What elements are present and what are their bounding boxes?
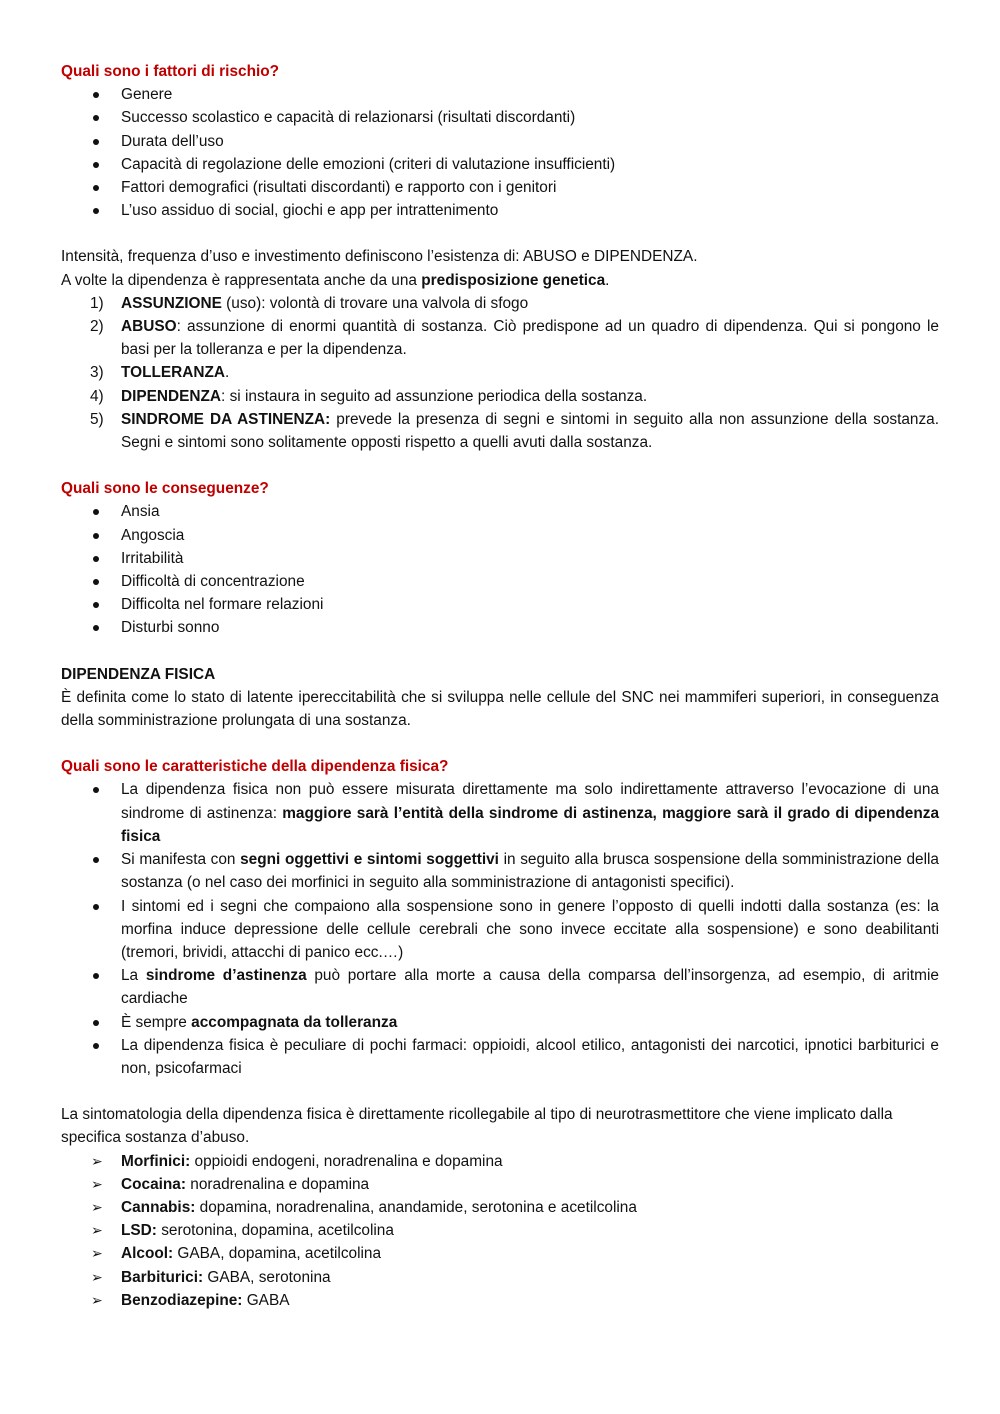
list-item xyxy=(61,1150,939,1173)
list-item: Difficoltà di concentrazione xyxy=(61,570,939,593)
list-item: Angoscia xyxy=(61,524,939,547)
bold-text: SINDROME DA ASTINENZA: xyxy=(121,410,331,428)
bold-text: Barbiturici: xyxy=(121,1268,204,1286)
text-span: La xyxy=(121,967,146,985)
bold-text: DIPENDENZA xyxy=(121,387,222,405)
list-item: Successo scolastico e capacità di relazionarsi (risultati discordanti) xyxy=(61,106,939,129)
text-span: GABA xyxy=(242,1291,290,1309)
list-item xyxy=(61,408,939,454)
list-item xyxy=(61,778,939,848)
text-span: noradrenalina e dopamina xyxy=(186,1175,370,1193)
list-item: Genere xyxy=(61,83,939,106)
bold-text: maggiore sarà l’entità della sindrome di astinenza, maggiore sarà il grado di dipendenza fisica xyxy=(121,804,940,845)
bold-text: Morfinici: xyxy=(121,1152,191,1170)
bold-text: Benzodiazepine: xyxy=(121,1291,243,1309)
text-span: GABA, serotonina xyxy=(203,1268,331,1286)
bold-text: segni oggettivi e sintomi soggettivi xyxy=(240,851,499,869)
list-number: 3) xyxy=(90,364,104,382)
bold-text: Alcool: xyxy=(121,1245,174,1263)
list-item xyxy=(61,361,939,384)
bold-text: TOLLERANZA xyxy=(121,364,226,382)
text-span: . xyxy=(225,364,230,382)
list-item xyxy=(61,1289,939,1312)
stages-list xyxy=(61,292,939,454)
list-item: Difficolta nel formare relazioni xyxy=(61,593,939,616)
bold-text: ABUSO xyxy=(121,318,177,336)
neurotransmitter-intro: La sintomatologia della dipendenza fisica è direttamente ricollegabile al tipo di neurotrasmettitore che viene implicato dalla specifica sostanza d’abuso. xyxy=(61,1106,893,1147)
list-item xyxy=(61,848,939,894)
list-item: Fattori demografici (risultati discordanti) e rapporto con i genitori xyxy=(61,176,939,199)
arrow-bullet-icon: ➢ xyxy=(91,1245,103,1262)
list-item xyxy=(61,292,939,315)
text-span: può portare alla morte a causa della comparsa dell’insorgenza, ad esempio, di aritmie cardiache xyxy=(121,967,939,1008)
list-item: Ansia xyxy=(61,500,939,523)
characteristics-list xyxy=(61,778,939,1080)
list-item: Irritabilità xyxy=(61,547,939,570)
list-item xyxy=(61,1196,939,1219)
text-span: . xyxy=(605,271,610,289)
bold-text: Cannabis: xyxy=(121,1198,196,1216)
physical-dependence-heading: DIPENDENZA FISICA xyxy=(61,665,216,683)
arrow-bullet-icon: ➢ xyxy=(91,1222,103,1239)
genetic-paragraph xyxy=(61,269,939,292)
abuse-intro-paragraph: Intensità, frequenza d’uso e investimento definiscono l’esistenza di: ABUSO e DIPENDENZA. xyxy=(61,248,698,266)
list-item xyxy=(61,1173,939,1196)
text-span: È sempre xyxy=(121,1013,192,1031)
list-item: I sintomi ed i segni che compaiono alla sospensione sono in genere l’opposto di quelli indotti dalla sostanza (es: la morfina induce depressione delle cellule cerebrali che sono invece eccitate alla sospensione) e sono deabilitanti (tremori, brividi, attacchi di panico ecc.…) xyxy=(61,895,939,965)
list-number: 1) xyxy=(90,294,104,312)
physical-dependence-definition: È definita come lo stato di latente ipereccitabilità che si sviluppa nelle cellule del SNC nei mammiferi superiori, in conseguenza della somministrazione prolungata di una sostanza. xyxy=(61,688,939,730)
text-span: La dipendenza fisica non può essere misurata direttamente ma solo indirettamente attraverso l’evocazione di una sindrome di astinenza: xyxy=(121,781,939,822)
text-span: dopamina, noradrenalina, anandamide, serotonina e acetilcolina xyxy=(195,1198,637,1216)
arrow-bullet-icon: ➢ xyxy=(91,1175,103,1192)
text-span: Si manifesta con xyxy=(121,851,241,869)
text-span: (uso): volontà di trovare una valvola di sfogo xyxy=(221,294,529,312)
list-item xyxy=(61,1266,939,1289)
arrow-bullet-icon: ➢ xyxy=(91,1291,103,1308)
risk-factors-heading: Quali sono i fattori di rischio? xyxy=(61,63,280,80)
bold-text: Cocaina: xyxy=(121,1175,186,1193)
bold-text: LSD: xyxy=(121,1222,157,1240)
list-item xyxy=(61,964,939,1010)
list-item: L’uso assiduo di social, giochi e app per intrattenimento xyxy=(61,199,939,222)
list-number: 4) xyxy=(90,387,104,405)
text-span: prevede la presenza di segni e sintomi in seguito alla non assunzione della sostanza. Segni e sintomi sono solitamente opposti rispetto a quelli avuti dalla sostanza. xyxy=(121,410,939,452)
bold-text: predisposizione genetica xyxy=(421,271,606,289)
list-item xyxy=(61,315,939,361)
document-page xyxy=(61,60,939,1312)
list-item xyxy=(61,1219,939,1242)
text-span: : si instaura in seguito ad assunzione periodica della sostanza. xyxy=(221,387,648,405)
arrow-bullet-icon: ➢ xyxy=(91,1152,103,1169)
list-item: Disturbi sonno xyxy=(61,616,939,639)
text-span: in seguito alla brusca sospensione della somministrazione della sostanza (o nel caso dei morfinici in seguito alla somministrazione di antagonisti specifici). xyxy=(121,851,939,892)
consequences-list xyxy=(61,500,939,639)
risk-factors-list xyxy=(61,83,939,222)
list-item xyxy=(61,1242,939,1265)
list-item xyxy=(61,1011,939,1034)
text-span: : assunzione di enormi quantità di sostanza. Ciò predispone ad un quadro di dipendenza. Qui si pongono le basi per la tolleranza e per la dipendenza. xyxy=(121,318,939,359)
consequences-heading: Quali sono le conseguenze? xyxy=(61,480,269,498)
list-item: Durata dell’uso xyxy=(61,130,939,153)
list-item: Capacità di regolazione delle emozioni (criteri di valutazione insufficienti) xyxy=(61,153,939,176)
list-item xyxy=(61,385,939,408)
characteristics-heading: Quali sono le caratteristiche della dipendenza fisica? xyxy=(61,758,449,776)
text-span: serotonina, dopamina, acetilcolina xyxy=(156,1222,394,1240)
neurotransmitter-list xyxy=(61,1150,939,1312)
text-span: GABA, dopamina, acetilcolina xyxy=(173,1245,382,1263)
bold-text: ASSUNZIONE xyxy=(121,294,222,312)
arrow-bullet-icon: ➢ xyxy=(91,1198,103,1215)
arrow-bullet-icon: ➢ xyxy=(91,1268,103,1285)
text-span: oppioidi endogeni, noradrenalina e dopamina xyxy=(190,1152,503,1170)
bold-text: sindrome d’astinenza xyxy=(145,967,307,985)
bold-text: accompagnata da tolleranza xyxy=(191,1013,398,1031)
list-number: 5) xyxy=(90,410,104,428)
text-span: A volte la dipendenza è rappresentata anche da una xyxy=(61,271,422,289)
list-item: La dipendenza fisica è peculiare di pochi farmaci: oppioidi, alcool etilico, antagonisti dei narcotici, ipnotici barbiturici e non, psicofarmaci xyxy=(61,1034,939,1080)
list-number: 2) xyxy=(90,318,104,336)
